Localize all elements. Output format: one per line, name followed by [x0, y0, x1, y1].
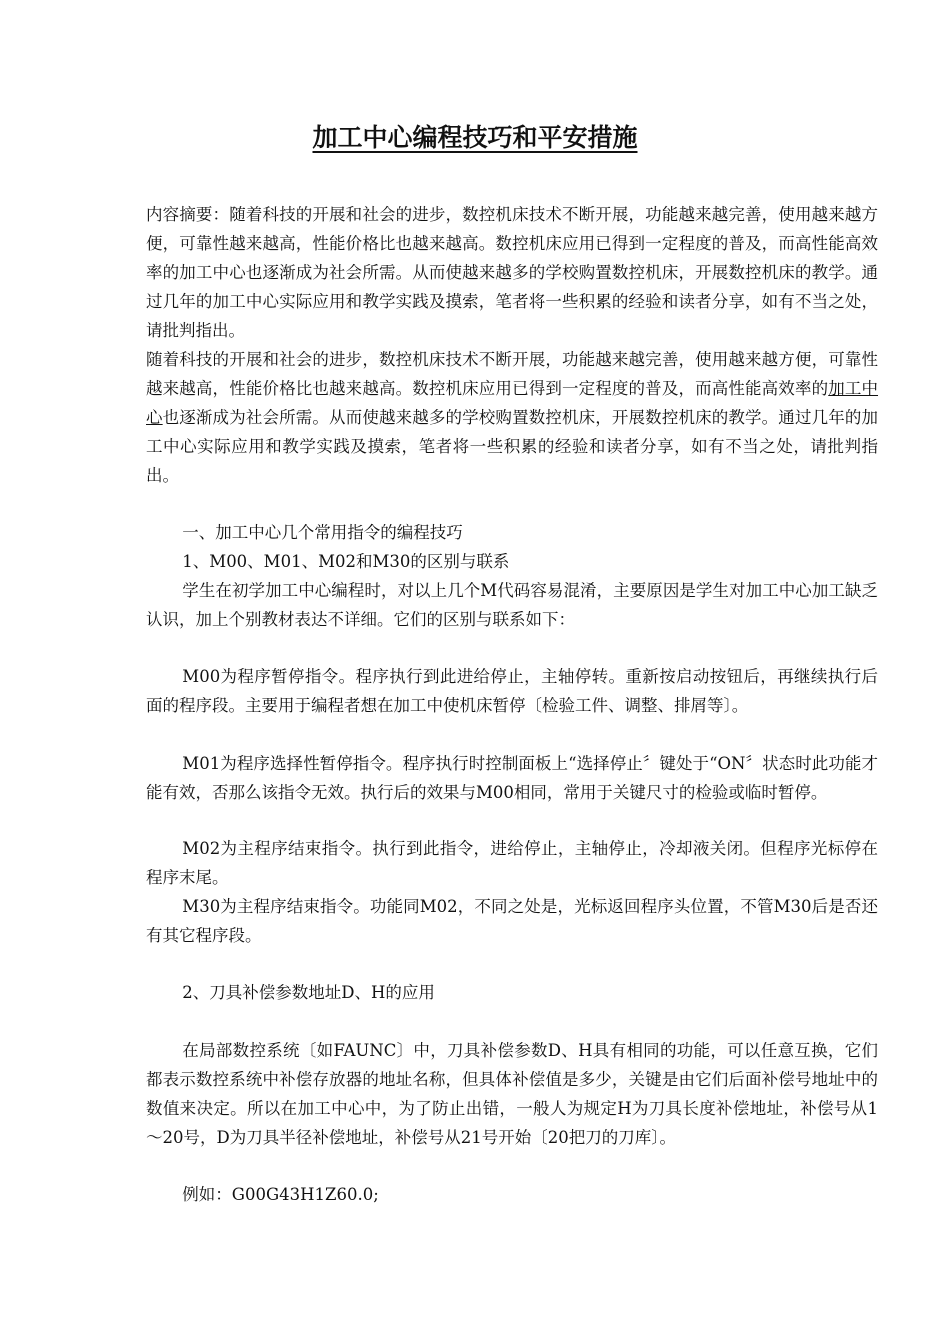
section1-heading: 一、加工中心几个常用指令的编程技巧 [182, 523, 463, 542]
m00-paragraph: M00为程序暂停指令。程序执行到此进给停止，主轴停转。重新按启动按钮后，再继续执行后面的程序段。主要用于编程者想在加工中使机床暂停〔检验工件、调整、排屑等〕。 [146, 667, 878, 715]
example-line: 例如：G00G43H1Z60.0; [182, 1185, 379, 1204]
intro-text-part2: 也逐渐成为社会所需。从而使越来越多的学校购置数控机床，开展数控机床的教学。通过几年的加工中心实际应用和教学实践及摸索，笔者将一些积累的经验和读者分享，如有不当之处，请批判指出。 [146, 408, 879, 485]
m02-paragraph: M02为主程序结束指令。执行到此指令，进给停止，主轴停止，冷却液关闭。但程序光标停在程序末尾。 [146, 839, 878, 887]
abstract-paragraph: 内容摘要：随着科技的开展和社会的进步，数控机床技术不断开展，功能越来越完善，使用越来越方便，可靠性越来越高，性能价格比也越来越高。数控机床应用已得到一定程度的普及，而高性能高效率的加工中心也逐渐成为社会所需。从而使越来越多的学校购置数控机床，开展数控机床的教学。通过几年的加工中心实际应用和教学实践及摸索，笔者将一些积累的经验和读者分享，如有不当之处，请批判指出。 [146, 205, 878, 340]
subsection2-heading: 2、刀具补偿参数地址D、H的应用 [182, 983, 435, 1002]
m30-paragraph: M30为主程序结束指令。功能同M02，不同之处是，光标返回程序头位置，不管M30后是否还有其它程序段。 [146, 897, 878, 945]
intro-paragraph [146, 345, 878, 490]
subsection1-intro: 学生在初学加工中心编程时，对以上几个M代码容易混淆，主要原因是学生对加工中心加工缺乏认识，加上个别教材表达不详细。它们的区别与联系如下： [146, 581, 878, 629]
subsection2-body: 在局部数控系统〔如FAUNC〕中，刀具补偿参数D、H具有相同的功能，可以任意互换，它们都表示数控系统中补偿存放器的地址名称，但具体补偿值是多少，关键是由它们后面补偿号地址中的数值来决定。所以在加工中心中，为了防止出错，一般人为规定H为刀具长度补偿地址，补偿号从1～20号，D为刀具半径补偿地址，补偿号从21号开始〔20把刀的刀库〕。 [146, 1041, 878, 1147]
intro-text-part1: 随着科技的开展和社会的进步，数控机床技术不断开展，功能越来越完善，使用越来越方便，可靠性越来越高，性能价格比也越来越高。数控机床应用已得到一定程度的普及，而高性能高效率的 [146, 350, 878, 398]
m01-paragraph: M01为程序选择性暂停指令。程序执行时控制面板上“选择停止〞键处于“ON〞状态时此功能才能有效，否那么该指令无效。执行后的效果与M00相同，常用于关键尺寸的检验或临时暂停。 [146, 754, 878, 802]
document-title-text: 加工中心编程技巧和平安措施 [312, 123, 638, 152]
document-title [0, 118, 950, 158]
subsection1-heading: 1、M00、M01、M02和M30的区别与联系 [182, 552, 510, 571]
machining-center-link[interactable]: 加工中心 [146, 379, 879, 427]
